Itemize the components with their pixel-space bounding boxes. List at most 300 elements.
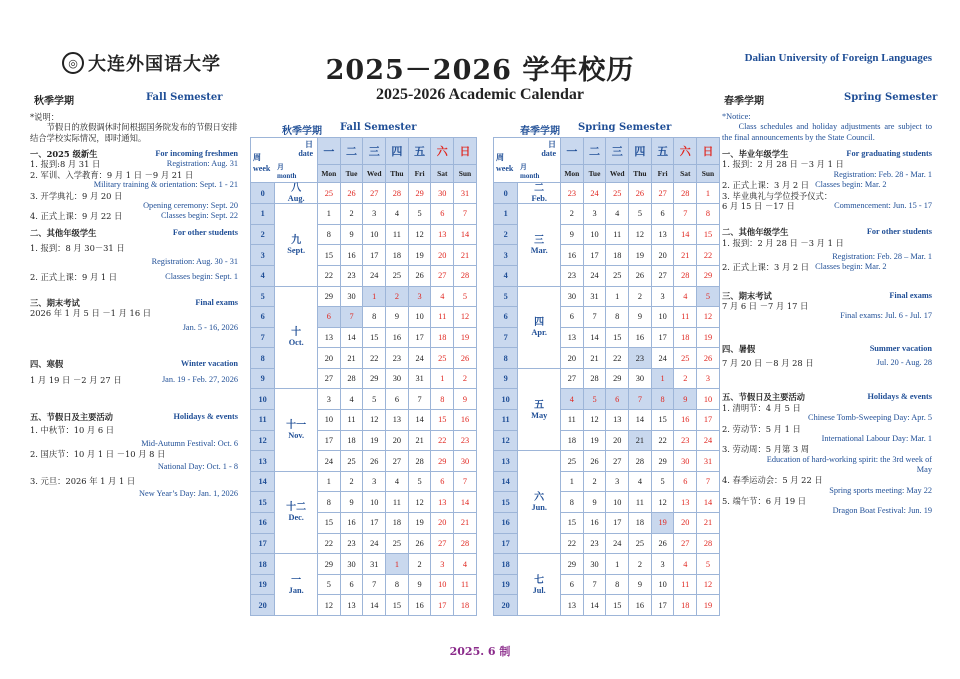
- day-cell: 15: [651, 410, 674, 431]
- section-holidays: 五、节假日及主要活动 Holidays & events: [30, 411, 238, 422]
- day-cell: 18: [386, 513, 409, 534]
- note-title: *说明：: [30, 112, 60, 122]
- section-summer: 四、暑假 Summer vacation: [722, 343, 932, 354]
- weekday-cn: 四: [629, 138, 652, 165]
- day-cell: 29: [651, 451, 674, 472]
- day-cell: 11: [454, 574, 477, 595]
- day-cell: 22: [606, 348, 629, 369]
- item: Registration: Feb. 28 - Mar. 1: [833, 169, 932, 179]
- week-number: 14: [494, 471, 518, 492]
- day-cell: 9: [408, 574, 431, 595]
- weekday-en: Fri: [408, 164, 431, 182]
- day-cell: 8: [697, 204, 720, 225]
- weekday-cn: 三: [606, 138, 629, 165]
- day-cell: 24: [697, 430, 720, 451]
- day-cell: 6: [651, 204, 674, 225]
- week-number: 18: [251, 554, 275, 575]
- day-cell: 7: [363, 574, 386, 595]
- day-cell: 24: [583, 183, 606, 204]
- day-cell: 30: [340, 554, 363, 575]
- day-cell: 16: [340, 245, 363, 266]
- week-row: [494, 183, 720, 204]
- day-cell: 12: [583, 410, 606, 431]
- week-number: 10: [251, 389, 275, 410]
- day-cell: 29: [318, 554, 341, 575]
- item: 7 月 20 日 －8 月 28 日 Jul. 20 - Aug. 28: [722, 358, 932, 369]
- day-cell: 16: [340, 513, 363, 534]
- section-other: 二、其他年级学生 For other students: [722, 227, 932, 238]
- item: Chinese Tomb-Sweeping Day: Apr. 5: [808, 413, 932, 423]
- week-row: [251, 204, 477, 225]
- day-cell: 22: [318, 533, 341, 554]
- day-cell: 20: [318, 348, 341, 369]
- day-cell: 24: [583, 265, 606, 286]
- day-cell: 2: [629, 286, 652, 307]
- day-cell: 2: [454, 368, 477, 389]
- day-cell: 26: [363, 451, 386, 472]
- day-cell: 29: [606, 368, 629, 389]
- item: 1. 中秋节：10 月 6 日: [30, 425, 115, 436]
- day-cell: 10: [408, 307, 431, 328]
- day-cell: 1: [606, 286, 629, 307]
- day-cell: 1: [318, 471, 341, 492]
- logo-text: 大连外国语大学: [88, 54, 221, 75]
- weekday-en: Tue: [340, 164, 363, 182]
- day-cell: 21: [408, 430, 431, 451]
- week-row: [494, 204, 720, 225]
- day-cell: 27: [651, 183, 674, 204]
- weekday-en: Tue: [583, 164, 606, 182]
- day-cell: 26: [340, 183, 363, 204]
- day-cell: 6: [561, 307, 584, 328]
- day-cell: 5: [408, 471, 431, 492]
- spring-calendar: [493, 137, 720, 616]
- day-cell: 4: [431, 286, 454, 307]
- section-holidays: 五、节假日及主要活动 Holidays & events: [722, 392, 932, 403]
- item: 3. 毕业典礼与学位授予仪式：: [722, 190, 833, 201]
- week-row: [494, 451, 720, 472]
- day-cell: 15: [318, 245, 341, 266]
- day-cell: 10: [318, 410, 341, 431]
- day-cell: 27: [431, 265, 454, 286]
- day-cell: 4: [629, 471, 652, 492]
- day-cell: 5: [583, 389, 606, 410]
- item: 4. 春季运动会：5 月 22 日: [722, 475, 823, 486]
- day-cell: 29: [431, 451, 454, 472]
- week-number: 20: [251, 595, 275, 616]
- day-cell: 7: [629, 389, 652, 410]
- day-cell: 26: [629, 265, 652, 286]
- day-cell: 4: [606, 204, 629, 225]
- week-row: [251, 471, 477, 492]
- day-cell: 3: [583, 204, 606, 225]
- day-cell: 17: [697, 410, 720, 431]
- item: 5. 端午节：6 月 19 日: [722, 496, 807, 507]
- day-cell: 27: [606, 451, 629, 472]
- day-cell: 6: [606, 389, 629, 410]
- day-cell: 4: [674, 286, 697, 307]
- day-cell: 3: [431, 554, 454, 575]
- item: 2. 军训、入学教育：9 月 1 日 －9 月 21 日: [30, 169, 194, 180]
- day-cell: 30: [561, 286, 584, 307]
- day-cell: 1: [318, 204, 341, 225]
- day-cell: 2: [340, 471, 363, 492]
- day-cell: 11: [340, 410, 363, 431]
- page-title: 2025－2026 学年校历: [325, 55, 635, 86]
- day-cell: 26: [697, 348, 720, 369]
- day-cell: 18: [629, 513, 652, 534]
- day-cell: 11: [674, 574, 697, 595]
- day-cell: 25: [629, 533, 652, 554]
- day-cell: 11: [606, 224, 629, 245]
- day-cell: 9: [629, 574, 652, 595]
- day-cell: 18: [431, 327, 454, 348]
- day-cell: 4: [386, 204, 409, 225]
- day-cell: 24: [651, 348, 674, 369]
- month-label: 三 Mar.: [518, 204, 561, 286]
- day-cell: 4: [674, 554, 697, 575]
- day-cell: 29: [318, 286, 341, 307]
- item: Registration: Aug. 30 - 31: [151, 257, 238, 267]
- day-cell: 19: [651, 513, 674, 534]
- day-cell: 20: [651, 245, 674, 266]
- day-cell: 12: [408, 224, 431, 245]
- week-number: 6: [494, 307, 518, 328]
- day-cell: 16: [583, 513, 606, 534]
- item: 2. 正式上课：3 月 2 日 Classes begin: Mar. 2: [722, 262, 887, 273]
- day-cell: 16: [408, 595, 431, 616]
- day-cell: 13: [674, 492, 697, 513]
- day-cell: 21: [340, 348, 363, 369]
- week-number: 7: [494, 327, 518, 348]
- day-cell: 9: [386, 307, 409, 328]
- item: Spring sports meeting: May 22: [829, 485, 932, 495]
- week-number: 19: [251, 574, 275, 595]
- day-cell: 27: [431, 533, 454, 554]
- day-cell: 22: [363, 348, 386, 369]
- day-cell: 4: [340, 389, 363, 410]
- day-cell: 22: [651, 430, 674, 451]
- item: 2026 年 1 月 5 日 －1 月 16 日: [30, 308, 152, 319]
- left-notes: [30, 112, 238, 499]
- month-label: 六 Jun.: [518, 451, 561, 554]
- day-cell: 2: [629, 554, 652, 575]
- day-cell: 18: [674, 327, 697, 348]
- day-cell: 13: [561, 595, 584, 616]
- day-cell: 28: [583, 368, 606, 389]
- day-cell: 19: [363, 430, 386, 451]
- day-cell: 13: [651, 224, 674, 245]
- day-cell: 2: [674, 368, 697, 389]
- note-body: 节假日的放假调休时间根据国务院发布的节假日安排结合学校实际情况，即时通知。: [30, 122, 238, 143]
- note-title: *Notice:: [722, 112, 751, 121]
- day-cell: 20: [386, 430, 409, 451]
- day-cell: 2: [386, 286, 409, 307]
- day-cell: 16: [629, 595, 652, 616]
- month-label: 九 Sept.: [275, 204, 318, 286]
- day-cell: 11: [386, 224, 409, 245]
- day-cell: 30: [674, 451, 697, 472]
- month-label: 十一 Nov.: [275, 389, 318, 471]
- week-row: [494, 368, 720, 389]
- corner-header: 日 date 周 week 月 month: [494, 138, 561, 183]
- week-row: [494, 554, 720, 575]
- week-number: 10: [494, 389, 518, 410]
- month-label: 一 Jan.: [275, 554, 318, 616]
- day-cell: 10: [363, 492, 386, 513]
- week-number: 9: [494, 368, 518, 389]
- week-number: 13: [251, 451, 275, 472]
- day-cell: 3: [363, 471, 386, 492]
- day-cell: 16: [386, 327, 409, 348]
- week-number: 2: [494, 224, 518, 245]
- day-cell: 18: [386, 245, 409, 266]
- day-cell: 14: [363, 595, 386, 616]
- day-cell: 23: [629, 348, 652, 369]
- day-cell: 18: [561, 430, 584, 451]
- day-cell: 24: [408, 348, 431, 369]
- week-number: 8: [251, 348, 275, 369]
- item: 6 月 15 日 －17 日 Commencement: Jun. 15 - 17: [722, 200, 932, 211]
- fall-table-header: 秋季学期 Fall Semester: [282, 122, 417, 137]
- item: Registration: Feb. 28 – Mar. 1: [832, 251, 932, 261]
- item: 2. 劳动节：5 月 1 日: [722, 423, 801, 434]
- day-cell: 17: [651, 595, 674, 616]
- item: 1. 报到：8 月 30－31 日: [30, 242, 125, 253]
- seal-icon: ◎: [62, 52, 84, 74]
- week-row: [251, 286, 477, 307]
- day-cell: 27: [674, 533, 697, 554]
- month-label: 五 May: [518, 368, 561, 450]
- day-cell: 26: [408, 533, 431, 554]
- day-cell: 1: [606, 554, 629, 575]
- day-cell: 7: [340, 307, 363, 328]
- item: Education of hard-working spirit: the 3rd week of May: [766, 454, 932, 474]
- section-final: 三、期末考试 Final exams: [722, 290, 932, 301]
- day-cell: 7: [454, 471, 477, 492]
- day-cell: 7: [697, 471, 720, 492]
- day-cell: 3: [606, 471, 629, 492]
- day-cell: 24: [363, 533, 386, 554]
- item: 7 月 6 日 －7 月 17 日: [722, 301, 809, 312]
- day-cell: 5: [363, 389, 386, 410]
- week-number: 2: [251, 224, 275, 245]
- day-cell: 22: [697, 245, 720, 266]
- day-cell: 9: [583, 492, 606, 513]
- day-cell: 29: [363, 368, 386, 389]
- day-cell: 21: [454, 513, 477, 534]
- day-cell: 12: [408, 492, 431, 513]
- day-cell: 26: [651, 533, 674, 554]
- item: 3. 开学典礼：9 月 20 日: [30, 190, 123, 201]
- day-cell: 19: [697, 327, 720, 348]
- day-cell: 17: [606, 513, 629, 534]
- item: Mid-Autumn Festival: Oct. 6: [141, 438, 238, 448]
- item: 1 月 19 日 －2 月 27 日 Jan. 19 - Feb. 27, 2026: [30, 375, 238, 386]
- weekday-cn: 六: [674, 138, 697, 165]
- day-cell: 28: [454, 533, 477, 554]
- day-cell: 19: [408, 513, 431, 534]
- day-cell: 8: [561, 492, 584, 513]
- day-cell: 25: [606, 183, 629, 204]
- day-cell: 25: [386, 533, 409, 554]
- day-cell: 19: [697, 595, 720, 616]
- footer-date: 2025. 6 制: [449, 645, 511, 658]
- day-cell: 29: [408, 183, 431, 204]
- day-cell: 9: [340, 224, 363, 245]
- week-number: 3: [494, 245, 518, 266]
- weekday-en: Thu: [629, 164, 652, 182]
- day-cell: 3: [318, 389, 341, 410]
- day-cell: 27: [363, 183, 386, 204]
- weekday-en: Mon: [561, 164, 584, 182]
- right-notes: [722, 112, 932, 517]
- day-cell: 22: [561, 533, 584, 554]
- fall-calendar: [250, 137, 477, 616]
- weekday-cn: 六: [431, 138, 454, 165]
- day-cell: 15: [606, 327, 629, 348]
- week-row: [251, 389, 477, 410]
- day-cell: 6: [386, 389, 409, 410]
- month-label: 十二 Dec.: [275, 471, 318, 553]
- day-cell: 6: [431, 471, 454, 492]
- week-number: 12: [251, 430, 275, 451]
- day-cell: 7: [408, 389, 431, 410]
- weekday-en: Sun: [454, 164, 477, 182]
- week-number: 11: [251, 410, 275, 431]
- day-cell: 26: [583, 451, 606, 472]
- day-cell: 17: [431, 595, 454, 616]
- day-cell: 24: [606, 533, 629, 554]
- day-cell: 25: [431, 348, 454, 369]
- week-number: 3: [251, 245, 275, 266]
- day-cell: 5: [697, 286, 720, 307]
- day-cell: 5: [408, 204, 431, 225]
- day-cell: 21: [674, 245, 697, 266]
- day-cell: 23: [674, 430, 697, 451]
- day-cell: 14: [454, 492, 477, 513]
- day-cell: 10: [606, 492, 629, 513]
- day-cell: 30: [583, 554, 606, 575]
- weekday-en: Wed: [363, 164, 386, 182]
- day-cell: 4: [454, 554, 477, 575]
- day-cell: 27: [561, 368, 584, 389]
- day-cell: 10: [697, 389, 720, 410]
- week-number: 8: [494, 348, 518, 369]
- weekday-en: Mon: [318, 164, 341, 182]
- day-cell: 12: [454, 307, 477, 328]
- weekday-en: Thu: [386, 164, 409, 182]
- spring-label-cn: 春季学期: [724, 96, 764, 107]
- week-number: 18: [494, 554, 518, 575]
- day-cell: 21: [629, 430, 652, 451]
- section-graduating: 一、毕业年级学生 For graduating students: [722, 149, 932, 160]
- day-cell: 6: [674, 471, 697, 492]
- day-cell: 23: [454, 430, 477, 451]
- day-cell: 3: [697, 368, 720, 389]
- day-cell: 31: [583, 286, 606, 307]
- day-cell: 11: [386, 492, 409, 513]
- day-cell: 17: [408, 327, 431, 348]
- day-cell: 31: [454, 183, 477, 204]
- day-cell: 17: [318, 430, 341, 451]
- day-cell: 14: [674, 224, 697, 245]
- day-cell: 31: [408, 368, 431, 389]
- weekday-cn: 二: [583, 138, 606, 165]
- week-number: 14: [251, 471, 275, 492]
- day-cell: 3: [408, 286, 431, 307]
- day-cell: 16: [561, 245, 584, 266]
- day-cell: 5: [454, 286, 477, 307]
- item: New Year’s Day: Jan. 1, 2026: [139, 488, 238, 498]
- day-cell: 13: [340, 595, 363, 616]
- day-cell: 23: [340, 265, 363, 286]
- day-cell: 30: [340, 286, 363, 307]
- day-cell: 14: [583, 327, 606, 348]
- day-cell: 8: [363, 307, 386, 328]
- day-cell: 10: [651, 307, 674, 328]
- item: Jan. 5 - 16, 2026: [182, 322, 238, 332]
- weekday-cn: 五: [651, 138, 674, 165]
- weekday-cn: 一: [561, 138, 584, 165]
- weekday-cn: 二: [340, 138, 363, 165]
- day-cell: 20: [431, 245, 454, 266]
- week-number: 17: [494, 533, 518, 554]
- day-cell: 2: [561, 204, 584, 225]
- day-cell: 18: [454, 595, 477, 616]
- corner-header: 日 date 周 week 月 month: [251, 138, 318, 183]
- day-cell: 25: [606, 265, 629, 286]
- day-cell: 30: [386, 368, 409, 389]
- day-cell: 8: [606, 307, 629, 328]
- day-cell: 19: [454, 327, 477, 348]
- day-cell: 15: [318, 513, 341, 534]
- day-cell: 26: [629, 183, 652, 204]
- day-cell: 27: [318, 368, 341, 389]
- day-cell: 1: [561, 471, 584, 492]
- spring-table-header: 春季学期 Spring Semester: [520, 122, 672, 137]
- day-cell: 26: [454, 348, 477, 369]
- item: 2. 国庆节：10 月 1 日 －10 月 8 日: [30, 448, 166, 459]
- day-cell: 22: [318, 265, 341, 286]
- day-cell: 10: [431, 574, 454, 595]
- day-cell: 9: [629, 307, 652, 328]
- section-freshmen: 一、2025 级新生 For incoming freshmen: [30, 149, 238, 160]
- day-cell: 18: [606, 245, 629, 266]
- weekday-en: Sat: [431, 164, 454, 182]
- day-cell: 3: [651, 286, 674, 307]
- day-cell: 13: [318, 327, 341, 348]
- item: Dragon Boat Festival: Jun. 19: [832, 506, 932, 516]
- day-cell: 12: [697, 307, 720, 328]
- day-cell: 3: [363, 204, 386, 225]
- item: National Day: Oct. 1 - 8: [157, 462, 238, 472]
- item: 1. 报到：2 月 28 日 －3 月 1 日: [722, 237, 844, 248]
- day-cell: 5: [318, 574, 341, 595]
- day-cell: 25: [674, 348, 697, 369]
- day-cell: 15: [561, 513, 584, 534]
- section-other: 二、其他年级学生 For other students: [30, 227, 238, 238]
- month-label: 八 Aug.: [275, 183, 318, 204]
- day-cell: 23: [386, 348, 409, 369]
- week-number: 16: [494, 513, 518, 534]
- day-cell: 30: [454, 451, 477, 472]
- day-cell: 20: [606, 430, 629, 451]
- day-cell: 14: [454, 224, 477, 245]
- item: 3. 元旦：2026 年 1 月 1 日: [30, 475, 136, 486]
- day-cell: 4: [386, 471, 409, 492]
- day-cell: 31: [363, 554, 386, 575]
